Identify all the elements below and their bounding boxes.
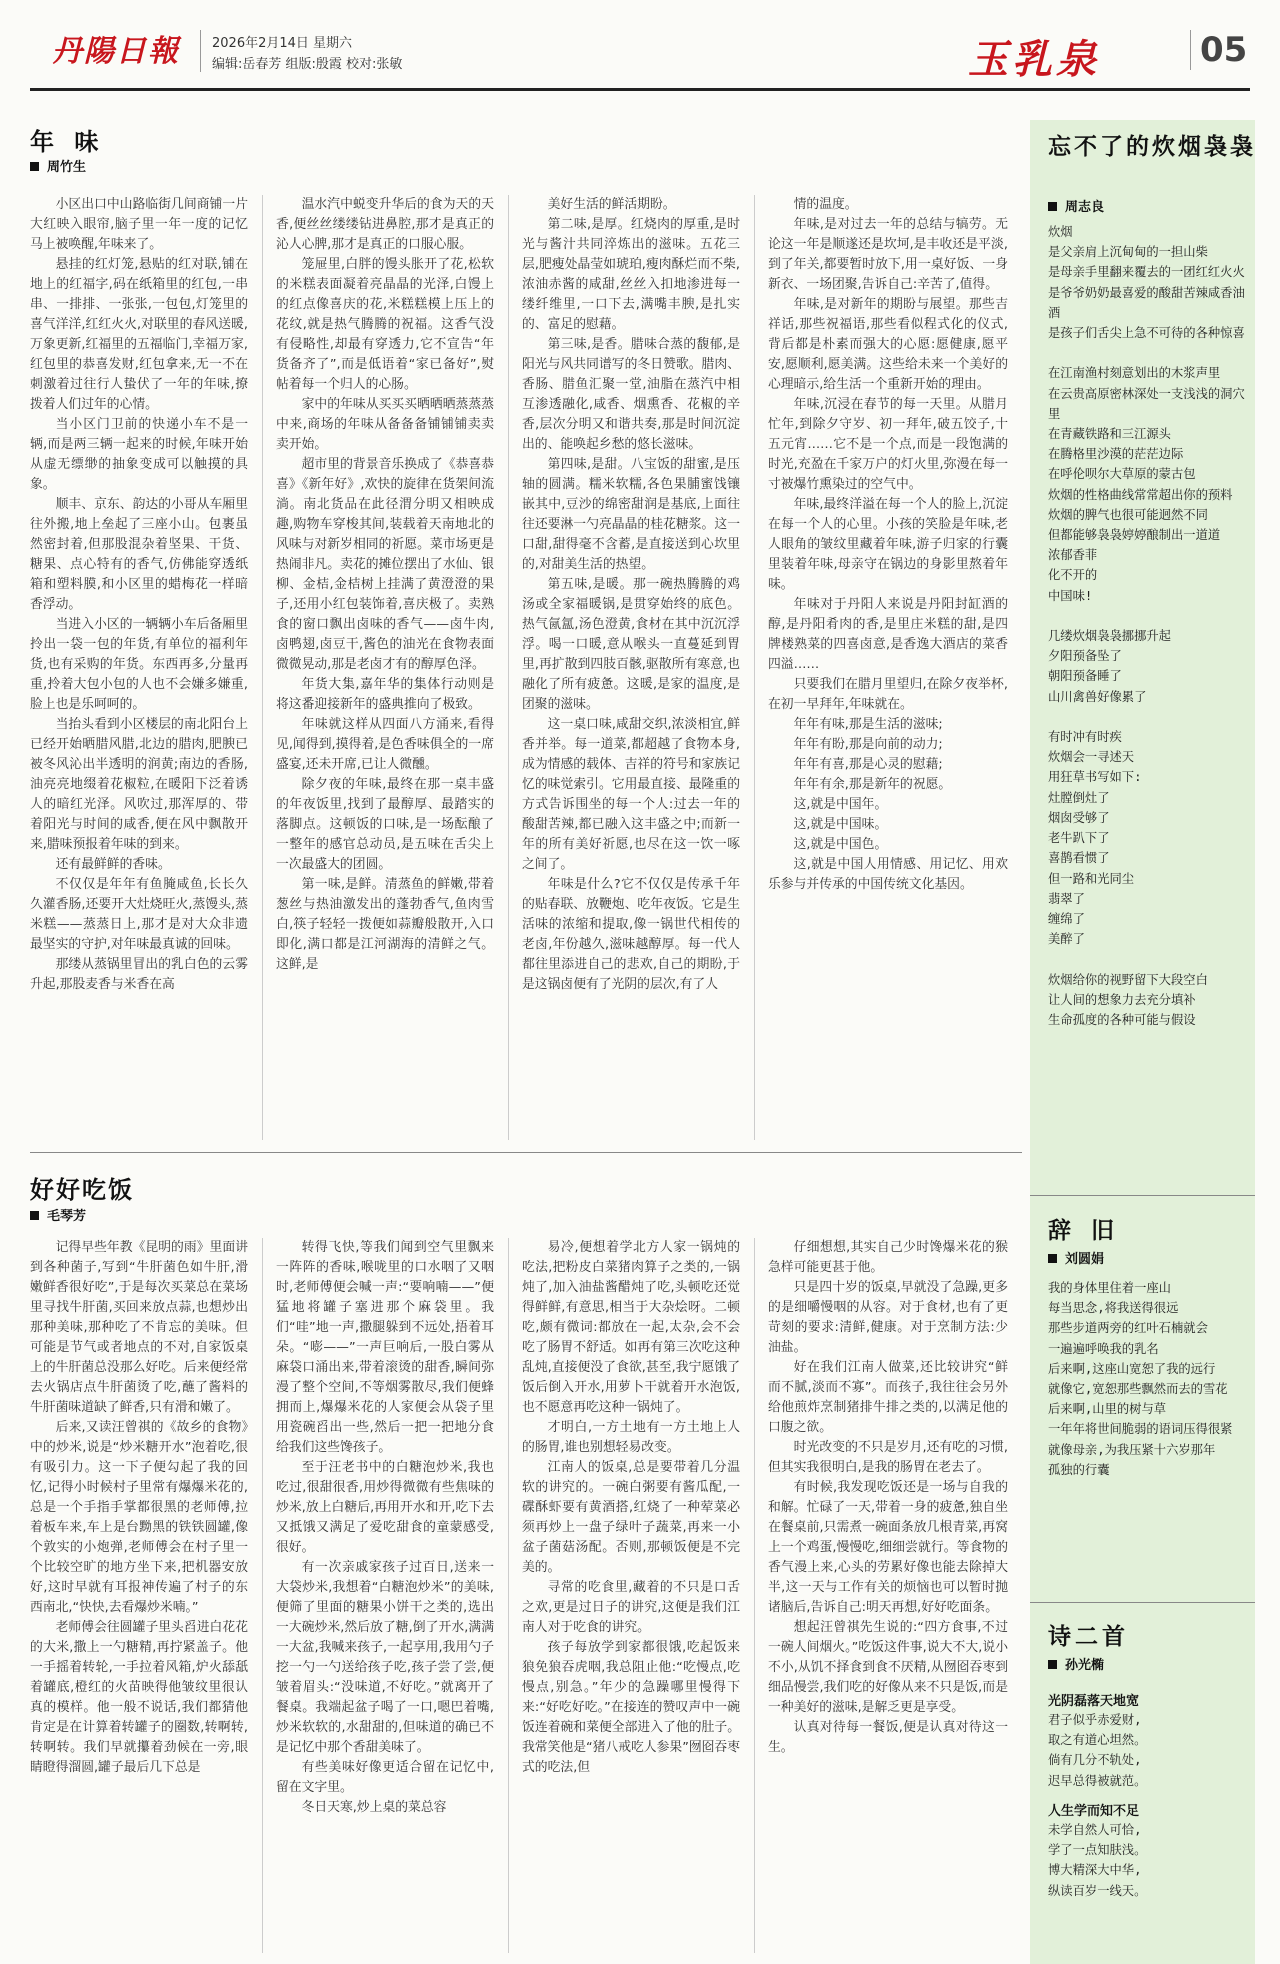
article-column-2 — [276, 1238, 494, 1953]
paragraph: 第二味,是厚。红烧肉的厚重,是时光与酱汁共同淬炼出的滋味。五花三层,肥瘦处晶莹如琥珀,瘦肉酥烂而不柴,浓油赤酱的咸甜,丝丝入扣地渗进每一缕纤维里,一口下去,满嘴丰腴,是扎实的、富足的慰藉。 — [522, 217, 740, 332]
column-divider — [262, 1238, 263, 1953]
paragraph: 好在我们江南人做菜,还比较讲究“鲜而不腻,淡而不寡”。而孩子,我往往会另外给他煎炸烹制猪排牛排之类的,以满足他的口腹之欲。 — [768, 1360, 1008, 1435]
paragraph: 除夕夜的年味,最终在那一桌丰盛的年夜饭里,找到了最醇厚、最踏实的落脚点。这顿饭的口味,是一场酝酿了一整年的感官总动员,是五味在舌尖上一次最盛大的团圆。 — [276, 777, 494, 872]
paragraph: 时光改变的不只是岁月,还有吃的习惯,但其实我很明白,是我的肠胃在老去了。 — [768, 1440, 1008, 1475]
paragraph: 有一次亲戚家孩子过百日,送来一大袋炒米,我想着“白糖泡炒米”的美味,便筛了里面的糖果小饼干之类的,选出一大碗炒米,然后放了糖,倒了开水,满满一大盆,我喊来孩子,一起享用,我用勺子挖一勺一勺送给孩子吃,孩子尝了尝,便皱着眉头:“没味道,不好吃。”就离开了餐桌。我端起盆子喝了一口,嗯巴着嘴,炒米软软的,水甜甜的,但味道的确已不是记忆中那个香甜美味了。 — [276, 1560, 494, 1755]
paragraph: 当进入小区的一辆辆小车后备厢里拎出一袋一包的年货,有单位的福利年货,也有采购的年货。东西再多,分量再重,拎着大包小包的人也不会嫌多嫌重,脸上也是乐呵呵的。 — [30, 617, 248, 712]
paragraph: 第一味,是鲜。清蒸鱼的鲜嫩,带着葱丝与热油激发出的蓬勃香气,鱼肉雪白,筷子轻轻一拨便如蒜瓣般散开,入口即化,满口都是江河湖海的清鲜之气。这鲜,是 — [276, 877, 494, 972]
paragraph: 年年有味,那是生活的滋味; — [793, 717, 943, 732]
paragraph: 第三味,是香。腊味合蒸的馥郁,是阳光与风共同谱写的冬日赞歌。腊肉、香肠、腊鱼汇聚一堂,油脂在蒸汽中相互渗透融化,咸香、烟熏香、花椒的辛香,层次分明又和谐共奏,那是时间沉淀出的、能唤起乡愁的悠长滋味。 — [522, 337, 740, 452]
paragraph: 至于汪老书中的白糖泡炒米,我也吃过,很甜很香,用炒得微微有些焦味的炒米,放上白糖后,再用开水和开,吃下去又抵饿又满足了爱吃甜食的童蒙感受,很好。 — [276, 1460, 494, 1555]
poem-author-chuiyan: 周志良 — [1048, 196, 1104, 215]
paragraph: 家中的年味从买买买晒晒晒蒸蒸蒸中来,商场的年味从备备备铺铺铺卖卖卖开始。 — [276, 397, 494, 452]
paragraph: 这,就是中国色。 — [793, 837, 888, 852]
paragraph: 年年有余,那是新年的祝愿。 — [793, 777, 952, 792]
paragraph: 有时候,我发现吃饭还是一场与自我的和解。忙碌了一天,带着一身的疲惫,独自坐在餐桌前,只需煮一碗面条放几根青菜,再窝上一个鸡蛋,慢慢吃,细细尝就行。等食物的香气漫上来,心头的劳累好像也能去除掉大半,这一天与工作有关的烦恼也可以暂时抛诸脑后,告诉自己:明天再想,好好吃面条。 — [768, 1480, 1008, 1615]
paragraph: 年年有盼,那是向前的动力; — [793, 737, 943, 752]
article-column-4 — [768, 195, 1008, 1140]
poem-author-cijiu: 刘圆娟 — [1048, 1248, 1104, 1267]
paragraph: 年味,是对过去一年的总结与犒劳。无论这一年是顺遂还是坎坷,是丰收还是平淡,到了年关,都要暂时放下,用一桌好饭、一身新衣、一场团聚,告诉自己:辛苦了,值得。 — [768, 217, 1008, 292]
poem-author-shierhou: 孙光椭 — [1048, 1654, 1104, 1673]
paragraph: 年味对于丹阳人来说是丹阳封缸酒的醇,是丹阳肴肉的香,是里庄米糕的甜,是四牌楼熟菜的四喜卤意,是香逸大酒店的菜香四溢…… — [768, 597, 1008, 672]
sidebar-separator — [1030, 1602, 1255, 1603]
poem-body-rensheng: 未学自然人可恰, 学了一点知肤浅。 博大精深大中华, 纵读百岁一线天。 — [1048, 1823, 1147, 1898]
paragraph: 想起汪曾祺先生说的:“四方食事,不过一碗人间烟火。”吃饭这件事,说大不大,说小不小,从饥不择食到食不厌精,从囫囵吞枣到细品慢尝,我们吃的好像从来不只是饭,而是一种美好的滋味,是解乏更是享受。 — [768, 1620, 1008, 1715]
paragraph: 笼屉里,白胖的馒头胀开了花,松软的米糕表面凝着亮晶晶的光泽,白馒上的红点像喜庆的花,米糕糕模上压上的花纹,就是热气腾腾的祝福。这香气没有侵略性,却最有穿透力,它不宣告“年货备齐了”,而是低语着“家已备好”,熨帖着每一个归人的心肠。 — [276, 257, 494, 392]
paragraph: 有些美味好像更适合留在记忆中,留在文字里。 — [276, 1760, 494, 1795]
paragraph: 当小区门卫前的快递小车不是一辆,而是两三辆一起来的时候,年味开始从虚无缥缈的抽象变成可以触摸的具象。 — [30, 417, 248, 492]
paragraph: 年味就这样从四面八方涌来,看得见,闻得到,摸得着,是色香味俱全的一席盛宴,还未开席,已让人微醺。 — [276, 717, 494, 772]
article-title-haohaochifan: 好好吃饭 — [30, 1176, 134, 1204]
section-banner: 玉乳泉 — [968, 36, 1100, 83]
header-divider — [200, 30, 201, 72]
paragraph: 年味,沉浸在春节的每一天里。从腊月忙年,到除夕守岁、初一拜年,破五饺子,十五元宵……它不是一个点,而是一段饱满的时光,充盈在千家万户的灯火里,弥漫在每一寸被爆竹熏染过的空气中。 — [768, 397, 1008, 492]
column-divider — [508, 195, 509, 1140]
poem-subtitle-guangyin: 光阴磊落天地宽 — [1048, 1694, 1140, 1709]
paragraph: 易冷,便想着学北方人家一锅炖的吃法,把粉皮白菜猪肉算子之类的,一锅炖了,加入油盐酱醋炖了吃,头顿吃还觉得鲜鲜,有意思,相当于大杂烩呀。二顿吃,颇有微词:都放在一起,太杂,会不会吃了肠胃不舒适。如再有第三次吃这种乱炖,直接便没了食欲,甚至,我宁愿饿了饭后倒入开水,用萝卜干就着开水泡饭,也不愿意再吃这种一锅炖了。 — [522, 1240, 740, 1415]
paragraph: 顺丰、京东、韵达的小哥从车厢里往外搬,地上垒起了三座小山。包裹虽然密封着,但那股混杂着坚果、干货、糖果、点心特有的香气,仿佛能穿透纸箱和塑料膜,和小区里的蜡梅花一样暗香浮动。 — [30, 497, 248, 612]
paragraph: 还有最鲜鲜的香味。 — [55, 857, 171, 872]
paragraph: 当抬头看到小区楼层的南北阳台上已经开始晒腊风腊,北边的腊肉,肥腴已被冬风沁出半透明的润黄;南边的香肠,油亮亮地缀着花椒粒,在暖阳下泛着诱人的暗红光泽。风吹过,那浑厚的、带着阳光与时间的咸香,便在风中飘散开来,腊味预报着年味的到来。 — [30, 717, 248, 852]
paragraph: 年年有喜,那是心灵的慰藉; — [793, 757, 943, 772]
poem-body-guangyin: 君子似乎赤爱财, 取之有道心坦然。 倘有几分不轨处, 迟早总得被就范。 — [1048, 1713, 1147, 1788]
paragraph: 寻常的吃食里,藏着的不只是口舌之欢,更是过日子的讲究,这便是我们江南人对于吃食的讲究。 — [522, 1580, 740, 1635]
column-divider — [754, 1238, 755, 1953]
paragraph: 第四味,是甜。八宝饭的甜蜜,是压轴的圆满。糯米软糯,各色果脯蜜饯镶嵌其中,豆沙的绵密甜润是基底,上面往往还要淋一勺亮晶晶的桂花糖浆。这一口甜,甜得毫不含蓄,是直接送到心坎里的,对甜美生活的热望。 — [522, 457, 740, 572]
article-column-2 — [276, 195, 494, 1140]
poem-body-chuiyan: 炊烟 是父亲肩上沉甸甸的一担山柴 是母亲手里翻来覆去的一团红红火火 是爷爷奶奶最喜爱的酸甜苦辣咸香油酒 是孩子们舌尖上急不可待的各种惊喜 在江南渔村刻意划出的木浆声里 在云贵高原密林深处一支浅浅的洞穴里 在青藏铁路和三江源头 在腾格里沙漠的茫茫边际 在呼伦呗尔大草原的蒙古包 炊烟的性格曲线常常超出你的预料 炊烟的脾气也很可能迥然不同 但都能够袅袅婷婷酿制出一道道 浓郁香菲 化不开的 中国味! 几缕炊烟袅袅挪挪升起 夕阳预备坠了 朝阳预备睡了 山川禽兽好像累了 有时冲有时疾 炊烟会一寻述天 用狂草书写如下: 灶膛倒灶了 烟囱受够了 老牛趴下了 喜鹊看惯了 但一路和光同尘 翡翠了 缠绵了 美醉了 炊烟给你的视野留下大段空白 让人间的想象力去充分填补 生命孤度的各种可能与假设 — [1048, 225, 1245, 1027]
column-divider — [262, 195, 263, 1140]
paragraph: 冬日天寒,炒上桌的菜总容 — [301, 1800, 447, 1815]
poem-subtitle-rensheng: 人生学而知不足 — [1048, 1804, 1140, 1819]
paragraph: 年货大集,嘉年华的集体行动则是将这番迎接新年的盛典推向了极致。 — [276, 677, 494, 712]
header-rule — [30, 88, 1250, 91]
page-number-divider — [1190, 30, 1191, 70]
masthead — [0, 0, 1280, 88]
paragraph: 转得飞快,等我们闻到空气里飘来一阵阵的香味,喉咙里的口水咽了又咽时,老师傅便会喊一声:“要响喃——”便猛地将罐子塞进那个麻袋里。我们“哇”地一声,撒腿躲到不远处,捂着耳朵。“嘭——”一声巨响后,一股白雾从麻袋口涌出来,带着滚烫的甜香,瞬间弥漫了整个空间,不等烟雾散尽,我们便蜂拥而上,爆爆米花的人家便会从袋子里用瓷碗舀出一些,然后一把一把地分食给我们这些馋孩子。 — [276, 1240, 494, 1455]
paragraph: 后来,又读汪曾祺的《故乡的食物》中的炒米,说是“炒米糖开水”泡着吃,很有吸引力。这一下子便勾起了我的回忆,记得小时候村子里常有爆爆米花的,总是一个手指手掌都很黑的老师傅,拉着板车来,车上是台黝黑的铁铁圆罐,像个敦实的小炮弹,老师傅会在村子里一个比较空旷的地方坐下来,把机器安放好,这时早就有耳报神传遍了村子的东西南北,“快快,去看爆炒米喃。” — [30, 1420, 248, 1615]
paragraph: 记得早些年教《昆明的雨》里面讲到各种菌子,写到“牛肝菌色如牛肝,滑嫩鲜香很好吃”,于是每次买菜总在菜场里寻找牛肝菌,买回来放点蒜,也想炒出那种美味,那种吃了不肯忘的美味。但可能是节气或者地点的不对,自家饭桌上的牛肝菌总没那么好吃。后来便经常去火锅店点牛肝菌烫了吃,蘸了酱料的牛肝菌味道缺了鲜香,只有滑和嫩了。 — [30, 1240, 248, 1415]
poem-title-cijiu: 辞 旧 — [1048, 1217, 1121, 1244]
newspaper-logo: 丹陽日報 — [52, 34, 180, 69]
paragraph: 第五味,是暖。那一碗热腾腾的鸡汤或全家福暖锅,是贯穿始终的底色。热气氤氲,汤色澄黄,食材在其中沉沉浮浮。喝一口暖,意从喉头一直蔓延到胃里,再扩散到四肢百骸,驱散所有寒意,也融化了所有疲惫。这暖,是家的温度,是团聚的滋味。 — [522, 577, 740, 712]
poem-body-cijiu: 我的身体里住着一座山 每当思念,将我送得很远 那些步道两旁的红叶石楠就会 一遍遍呼唤我的乳名 后来啊,这座山宽恕了我的远行 就像它,宽恕那些飘然而去的雪花 后来啊,山里的树与草 一年年将世间脆弱的语词压得很紧 就像母亲,为我压紧十六岁那年 孤独的行囊 — [1048, 1281, 1233, 1477]
issue-date: 2026年2月14日 星期六 — [212, 36, 353, 51]
paragraph: 这,就是中国人用情感、用记忆、用欢乐参与并传承的中国传统文化基因。 — [768, 857, 1008, 892]
page-number: 05 — [1200, 30, 1248, 70]
article-author-nianwei: 周竹生 — [30, 156, 86, 175]
paragraph: 美好生活的鲜活期盼。 — [547, 197, 676, 212]
article-column-1 — [30, 195, 248, 1140]
article-column-3 — [522, 1238, 740, 1953]
paragraph: 这,就是中国年。 — [793, 797, 888, 812]
paragraph: 小区出口中山路临街几间商铺一片大红映入眼帘,脑子里一年一度的记忆马上被唤醒,年味来了。 — [30, 197, 248, 252]
paragraph: 这一桌口味,咸甜交织,浓淡相宜,鲜香并举。每一道菜,都超越了食物本身,成为情感的载体、吉祥的符号和家族记忆的味觉索引。它用最直接、最隆重的方式告诉围坐的每一个人:过去一年的酸甜苦辣,都已融入这丰盛之中;而新一年的所有美好祈愿,也尽在这一饮一啄之间了。 — [522, 717, 740, 872]
article-separator — [30, 1152, 1022, 1153]
paragraph: 悬挂的红灯笼,悬贴的红对联,铺在地上的红福字,码在纸箱里的红包,一串串、一排排、一张张,一包包,灯笼里的喜气洋洋,红红火火,对联里的春风送暖,万象更新,红福里的五福临门,幸福万家,红包里的恭喜发财,红包拿来,无一不在刺激着过往行人蛰伏了一年的年味,撩拨着人们过年的心情。 — [30, 257, 248, 412]
paragraph: 认真对待每一餐饭,便是认真对待这一生。 — [768, 1720, 1008, 1755]
paragraph: 超市里的背景音乐换成了《恭喜恭喜》《新年好》,欢快的旋律在货架间流淌。南北货品在此径渭分明又相映成趣,购物车穿梭其间,装载着天南地北的风味与对新岁相同的祈愿。菜市场更是热闹非凡。卖花的摊位摆出了水仙、银柳、金桔,金桔树上挂满了黄澄澄的果子,还用小红包装饰着,喜庆极了。卖熟食的窗口飘出卤味的香气——卤牛肉,卤鸭翅,卤豆干,酱色的油光在食物表面微微晃动,那是老卤才有的醇厚色泽。 — [276, 457, 494, 672]
paragraph: 不仅仅是年年有鱼腌咸鱼,长长久久灌香肠,还要开大灶烧旺火,蒸馒头,蒸米糕——蒸蒸日上,那才是对大众非遗最坚实的守护,对年味最真诚的回味。 — [30, 877, 248, 952]
article-column-3 — [522, 195, 740, 1140]
poem-title-chuiyan: 忘不了的炊烟袅袅 — [1048, 133, 1256, 160]
paragraph: 那缕从蒸锅里冒出的乳白色的云雾升起,那股麦香与米香在高 — [30, 957, 248, 992]
column-divider — [754, 195, 755, 1140]
paragraph: 年味,最终洋溢在每一个人的脸上,沉淀在每一个人的心里。小孩的笑脸是年味,老人眼角的皱纹里藏着年味,游子归家的行囊里装着年味,母亲守在锅边的身影里熬着年味。 — [768, 497, 1008, 592]
article-author-haohaochifan: 毛琴芳 — [30, 1205, 86, 1224]
paragraph: 情的温度。 — [793, 197, 858, 212]
column-divider — [508, 1238, 509, 1953]
article-title-nianwei: 年 味 — [30, 128, 105, 156]
paragraph: 只是四十岁的饭桌,早就没了急躁,更多的是细嚼慢咽的从容。对于食材,也有了更苛刻的要求:清鲜,健康。对于烹制方法:少油盐。 — [768, 1280, 1008, 1355]
editorial-staff: 编辑:岳春芳 组版:殷霞 校对:张敏 — [212, 57, 403, 72]
paragraph: 只要我们在腊月里望归,在除夕夜举杯,在初一早拜年,年味就在。 — [768, 677, 1008, 712]
paragraph: 仔细想想,其实自己少时馋爆米花的猴急样可能更甚于他。 — [768, 1240, 1008, 1275]
paragraph: 年味是什么?它不仅仅是传承千年的贴春联、放鞭炮、吃年夜饭。它是生活味的浓缩和提取,像一锅世代相传的老卤,年份越久,滋味越醇厚。每一代人都往里添进自己的悲欢,自己的期盼,于是这锅卤便有了光阴的层次,有了人 — [522, 877, 740, 992]
paragraph: 温水汽中蜕变升华后的食为天的天香,便丝丝缕缕钻进鼻腔,那才是真正的沁人心脾,那才是真正的口服心服。 — [276, 197, 494, 252]
paragraph: 江南人的饭桌,总是要带着几分温软的讲究的。一碗白粥要有酱瓜配,一碟酥虾要有黄酒搭,红烧了一种荤菜必须再炒上一盘子绿叶子蔬菜,再来一小盆子菌菇汤配。否则,那顿饭便是不完美的。 — [522, 1460, 740, 1575]
paragraph: 孩子每放学到家都很饿,吃起饭来狼免狼吞虎咽,我总阻止他:“吃慢点,吃慢点,别急。”年少的急躁哪里慢得下来:“好吃好吃。”在接连的赞叹声中一碗饭连着碗和菜便全部进入了他的肚子。我常笑他是“猪八戒吃人参果”囫囵吞枣式的吃法,但 — [522, 1640, 740, 1775]
paragraph: 这,就是中国味。 — [793, 817, 888, 832]
paragraph: 才明白,一方土地有一方土地上人的肠胃,谁也别想轻易改变。 — [522, 1420, 740, 1455]
paragraph: 年味,是对新年的期盼与展望。那些吉祥话,那些祝福语,那些看似程式化的仪式,背后都是朴素而强大的心愿:愿健康,愿平安,愿顺利,愿美满。这些给未来一个美好的心理暗示,给生活一个重新开始的理由。 — [768, 297, 1008, 392]
article-column-1 — [30, 1238, 248, 1953]
paragraph: 老师傅会往圆罐子里头舀进白花花的大米,撒上一勺糖精,再拧紧盖子。他一手摇着转轮,一手拉着风箱,炉火舔舐着罐底,橙红的火苗映得他皱纹里很认真的模样。他一般不说话,我们都猜他肯定是在计算着转罐子的圈数,转啊转,转啊转。我们早就攥着劲候在一旁,眼睛瞪得溜圆,罐子最后几下总是 — [30, 1620, 248, 1775]
article-column-4 — [768, 1238, 1008, 1953]
sidebar-separator — [1030, 1195, 1255, 1196]
poem-title-shierhou: 诗二首 — [1048, 1623, 1129, 1650]
